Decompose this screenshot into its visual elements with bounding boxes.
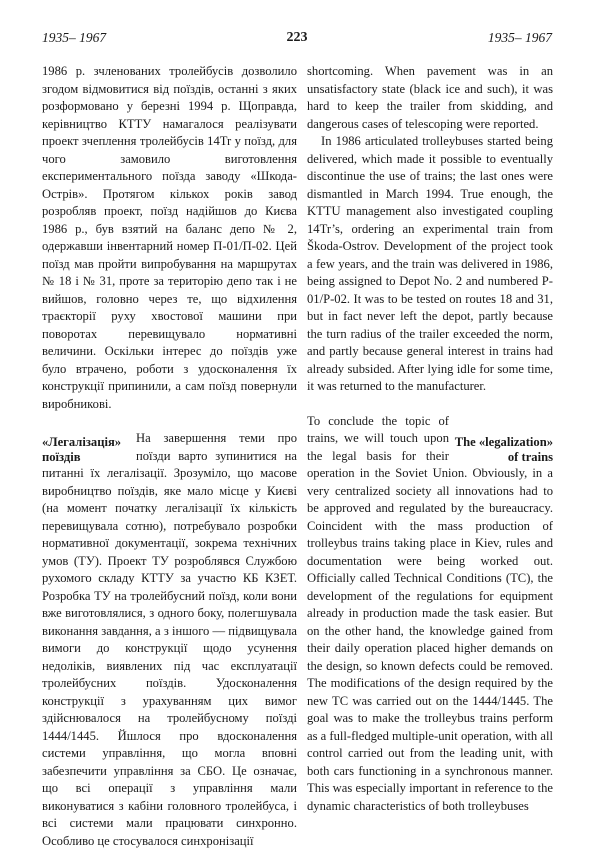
english-paragraph-1: shortcoming. When pavement was in an unsatisfactory state (black ice and such), it was hard to keep the trailer from skidding, and dangerous cases of telescoping were reported. — [307, 64, 553, 131]
ukrainian-paragraph-1: 1986 р. зчленованих тролейбусів дозволило згодом відмовитися від поїздів, останні з яких розформовано у березні 1994 р. Щоправда, керівництво КТТУ намагалося реалізувати проект зчеплення тролейбусів 14Tr у поїзд, для чого замовило виготовлення експериментального поїзда заводу «Шкода-Острів». Протягом кількох років завод розробляв проект, поїзд надійшов до Києва 1986 р., був взятий на баланс депо № 2, одержавши інвентарний номер П-01/П-02. Цей поїзд мав пройти випробування на маршрутах № 18 і № 31, проте за територію депо так і не вийшов, головно через те, що відхилення траєкторії руху хвостової машини при поворотах перевищувало нормативні величини. Оскільки інтерес до поїздів уже було втрачено, роботи з удосконалення їх конструкції припинили, а сам поїзд повернули виробникові. — [42, 64, 297, 411]
english-subheading: The «legalization» of trains — [454, 434, 553, 464]
ukrainian-paragraph-2: На завершення теми про поїзди варто зупинитися на питанні їх легалізації. Зрозуміло, що масове виробництво поїздів, яке мало місце у Києві (на момент початку легалізації їх кількість перевищувала сотню), потребувало розробки нормативної документації, зокрема технічних умов (ТУ). Проект ТУ розроблявся Службою рухомого складу КТТУ за участю КБ КЗЕТ. Розробка ТУ на тролейбусний поїзд, коли вони вже виготовлялися, з одного боку, полегшувала виконання завдання, а з іншого — підвищувала вимоги до конструкції щодо усунення недоліків, виявлених під час експлуатації тролейбусних поїздів. Удосконалення конструкції з урахуванням цих вимог здійснювалося на тролейбусному поїзді 1444/1445. Йшлося про вдосконалення системи управління, що могла вповні забезпечити управління за СБО. Це означає, що всі операції з управління мали виконуватися з кабіни головного тролейбуса, і всі системи мали працювати синхронно. Особливо це стосувалося синхронізації — [42, 431, 297, 848]
running-header — [42, 30, 552, 48]
header-years-right: 1935– 1967 — [487, 30, 552, 45]
ukrainian-section — [42, 430, 297, 850]
header-years-left: 1935– 1967 — [42, 30, 107, 45]
english-paragraph-2: In 1986 articulated trolleybuses started being delivered, which made it possible to eventually discontinue the use of trains; the last ones were dismantled in March 1994. True enough, the KTTU management also investigated coupling 14Tr’s, ordering an experimental train from Škoda-Ostrov. Development of the project took a few years, and the train was delivered in 1986, being assigned to Depot No. 2 and numbered P-01/P-02. It was to be tested on routes 18 and 31, but in fact never left the depot, partly because the turn radius of the trailer exceeded the norm, and partly because general interest in trains had already subsided. After lying idle for some time, it was returned to the manufacturer. — [307, 134, 553, 393]
page-number: 223 — [286, 30, 308, 45]
english-section — [307, 413, 553, 816]
ukrainian-subheading: «Легалізація» поїздів — [42, 435, 122, 464]
english-paragraph-3: To conclude the topic of trains, we will touch upon the legal basis for their operation in the Soviet Union. Obviously, in a very centralized society all innovations had to be approved and regulated by the bureaucracy. Coincident with the mass production of trolleybus trains taking place in Kiev, rules and documentation were being worked out. Officially called Technical Conditions (TC), the development of the regulations for equipment already in production made the task easier. But on the other hand, the knowledge gained from their daily operation placed higher demands on the design, so known defects could be removed. The modifications of the design required by the new TC was carried out on the 1444/1445. The goal was to make the trolleybus trains perform as a full-fledged multiple-unit operation, with all control carried out from the leading unit, with both cars functioning in a synchronous manner. This was especially important in reference to the dynamic characteristics of both trolleybuses — [307, 413, 553, 813]
english-column — [307, 63, 553, 815]
ukrainian-column — [42, 63, 297, 850]
